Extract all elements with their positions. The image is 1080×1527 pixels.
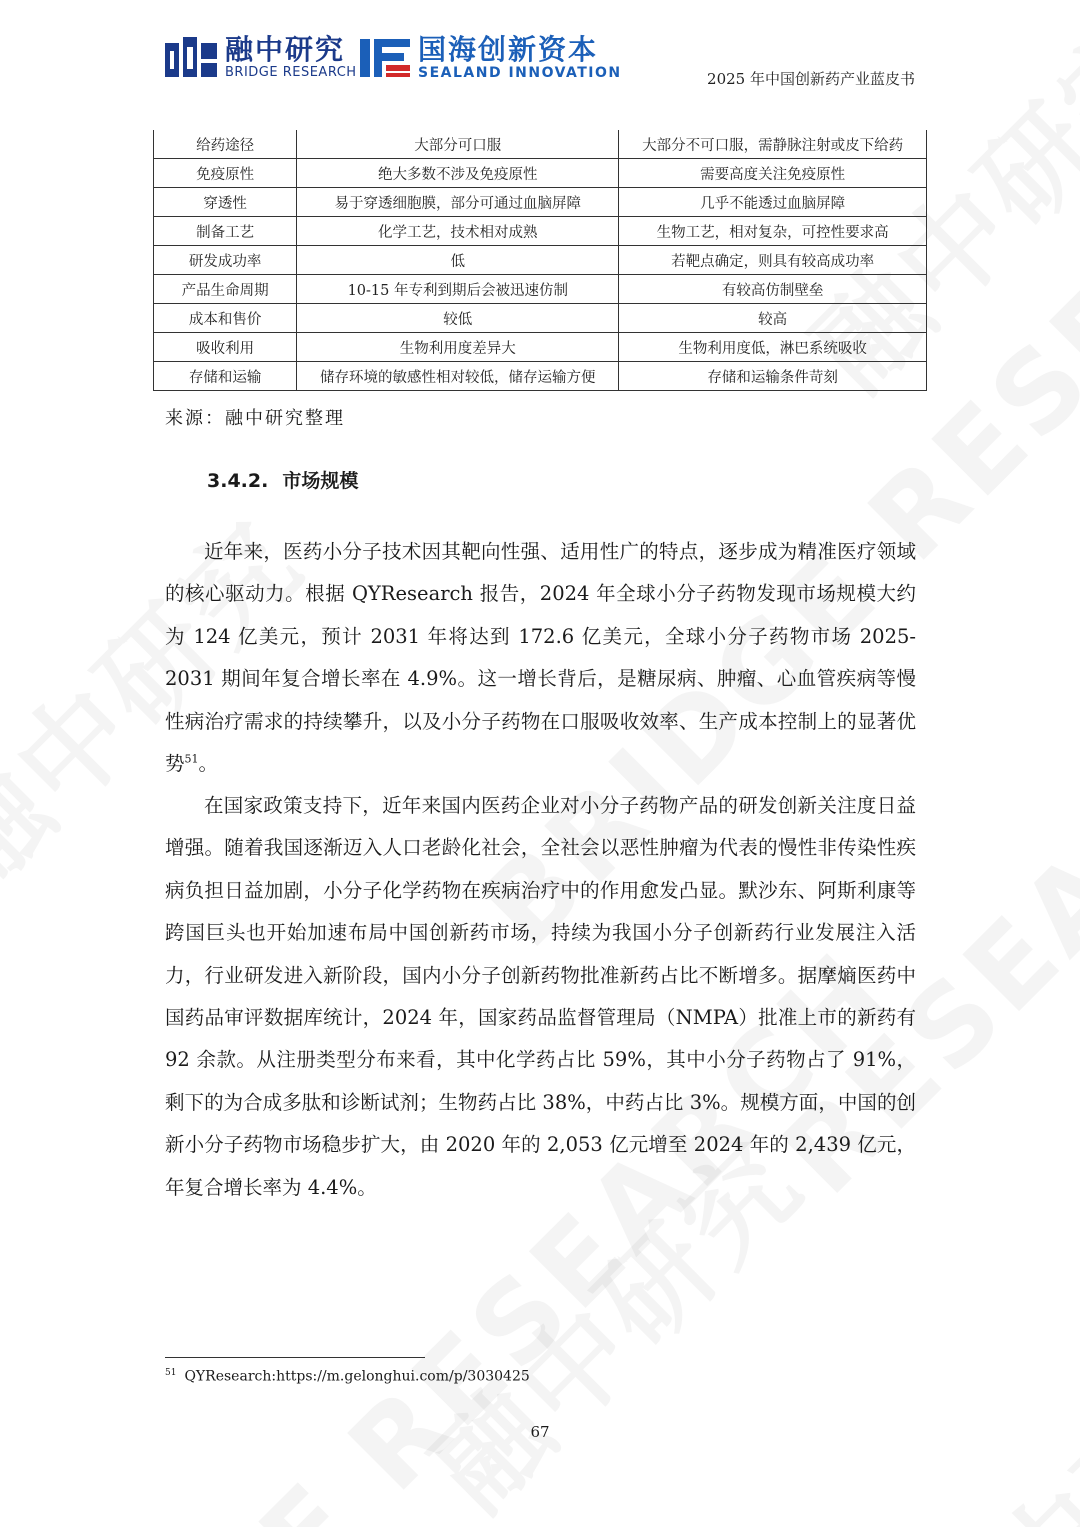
table-row [154,159,927,188]
table-row [154,188,927,217]
table-cell-label: 吸收利用 [154,333,297,362]
footnote-number: 51 [165,1368,177,1378]
footnote [165,1368,530,1385]
table-cell-small-molecule: 易于穿透细胞膜，部分可通过血脑屏障 [297,188,619,217]
table-cell-label: 存储和运输 [154,362,297,391]
table-cell-label: 穿透性 [154,188,297,217]
bridge-research-logo-cn: 融中研究 [225,33,346,66]
table-row [154,246,927,275]
table-cell-large-molecule: 需要高度关注免疫原性 [619,159,927,188]
table-cell-small-molecule: 生物利用度差异大 [297,333,619,362]
table-cell-small-molecule: 大部分可口服 [297,130,619,159]
table-row [154,130,927,159]
table-source-note: 来源：融中研究整理 [165,408,345,429]
table-cell-label: 给药途径 [154,130,297,159]
table-row [154,333,927,362]
table-cell-large-molecule: 几乎不能透过血脑屏障 [619,188,927,217]
comparison-table [153,130,927,391]
table-cell-small-molecule: 化学工艺，技术相对成熟 [297,217,619,246]
table-cell-large-molecule: 大部分不可口服，需静脉注射或皮下给药 [619,130,927,159]
paragraph-end: 。 [198,752,219,776]
footnote-divider [165,1357,425,1358]
sealand-innovation-logo-icon [360,35,410,81]
table-cell-small-molecule: 绝大多数不涉及免疫原性 [297,159,619,188]
body-paragraph [165,785,916,1209]
table-cell-large-molecule: 生物利用度低，淋巴系统吸收 [619,333,927,362]
watermark-text [872,1279,1080,1527]
table-cell-small-molecule: 较低 [297,304,619,333]
table-cell-large-molecule: 若靶点确定，则具有较高成功率 [619,246,927,275]
body-paragraph [165,531,916,785]
table-cell-large-molecule: 生物工艺，相对复杂，可控性要求高 [619,217,927,246]
footnote-reference[interactable]: 51 [184,752,199,766]
table-cell-label: 产品生命周期 [154,275,297,304]
bridge-research-logo [165,35,357,81]
sealand-innovation-logo-en: SEALAND INNOVATION [418,65,622,81]
table-cell-small-molecule: 低 [297,246,619,275]
page-number: 67 [530,1423,550,1441]
section-heading [207,466,358,493]
bridge-research-logo-icon [165,35,217,81]
table-row [154,362,927,391]
paragraph-text: 在国家政策支持下，近年来国内医药企业对小分子药物产品的研发创新关注度日益增强。随着我国逐渐迈入人口老龄化社会，全社会以恶性肿瘤为代表的慢性非传染性疾病负担日益加剧，小分子化学药物在疾病治疗中的作用愈发凸显。默沙东、阿斯利康等跨国巨头也开始加速布局中国创新药市场，持续为我国小分子创新药行业发展注入活力，行业研发进入新阶段，国内小分子创新药物批准新药占比不断增多。据摩熵医药中国药品审评数据库统计，2024 年，国家药品监督管理局（NMPA）批准上市的新药有 92 余款。从注册类型分布来看，其中化学药占比 59%，其中小分子药物占了 91%，剩下的为合成多肽和诊断试剂；生物药占比 38%，中药占比 3%。规模方面，中国的创新小分子药物市场稳步扩大，由 2020 年的 2,053 亿元增至 2024 年的 2,439 亿元，年复合增长率为 4.4%。 [165,794,916,1199]
sealand-innovation-logo-cn: 国海创新资本 [418,33,599,66]
section-number: 3.4.2. [207,470,269,492]
table-cell-small-molecule: 储存环境的敏感性相对较低，储存运输方便 [297,362,619,391]
table-row [154,217,927,246]
sealand-innovation-logo [360,35,622,81]
footnote-link[interactable]: QYResearch:https://m.gelonghui.com/p/3030425 [184,1368,530,1385]
table-cell-label: 制备工艺 [154,217,297,246]
document-title: 2025 年中国创新药产业蓝皮书 [707,70,915,88]
bridge-research-logo-en: BRIDGE RESEARCH [225,65,357,80]
table-cell-label: 成本和售价 [154,304,297,333]
paragraph-text: 近年来，医药小分子技术因其靶向性强、适用性广的特点，逐步成为精准医疗领域的核心驱动力。根据 QYResearch 报告，2024 年全球小分子药物发现市场规模大约为 124 亿美元，预计 2031 年将达到 172.6 亿美元，全球小分子药物市场 2025-2031 期间年复合增长率在 4.9%。这一增长背后，是糖尿病、肿瘤、心血管疾病等慢性病治疗需求的持续攀升，以及小分子药物在口服吸收效率、生产成本控制上的显著优势 [165,540,916,776]
table-cell-small-molecule: 10-15 年专利到期后会被迅速仿制 [297,275,619,304]
section-title: 市场规模 [282,470,359,492]
table-cell-large-molecule: 有较高仿制壁垒 [619,275,927,304]
table-row [154,304,927,333]
table-cell-large-molecule: 存储和运输条件苛刻 [619,362,927,391]
table-cell-label: 研发成功率 [154,246,297,275]
table-cell-label: 免疫原性 [154,159,297,188]
table-row [154,275,927,304]
page-header [0,0,1080,110]
table-cell-large-molecule: 较高 [619,304,927,333]
